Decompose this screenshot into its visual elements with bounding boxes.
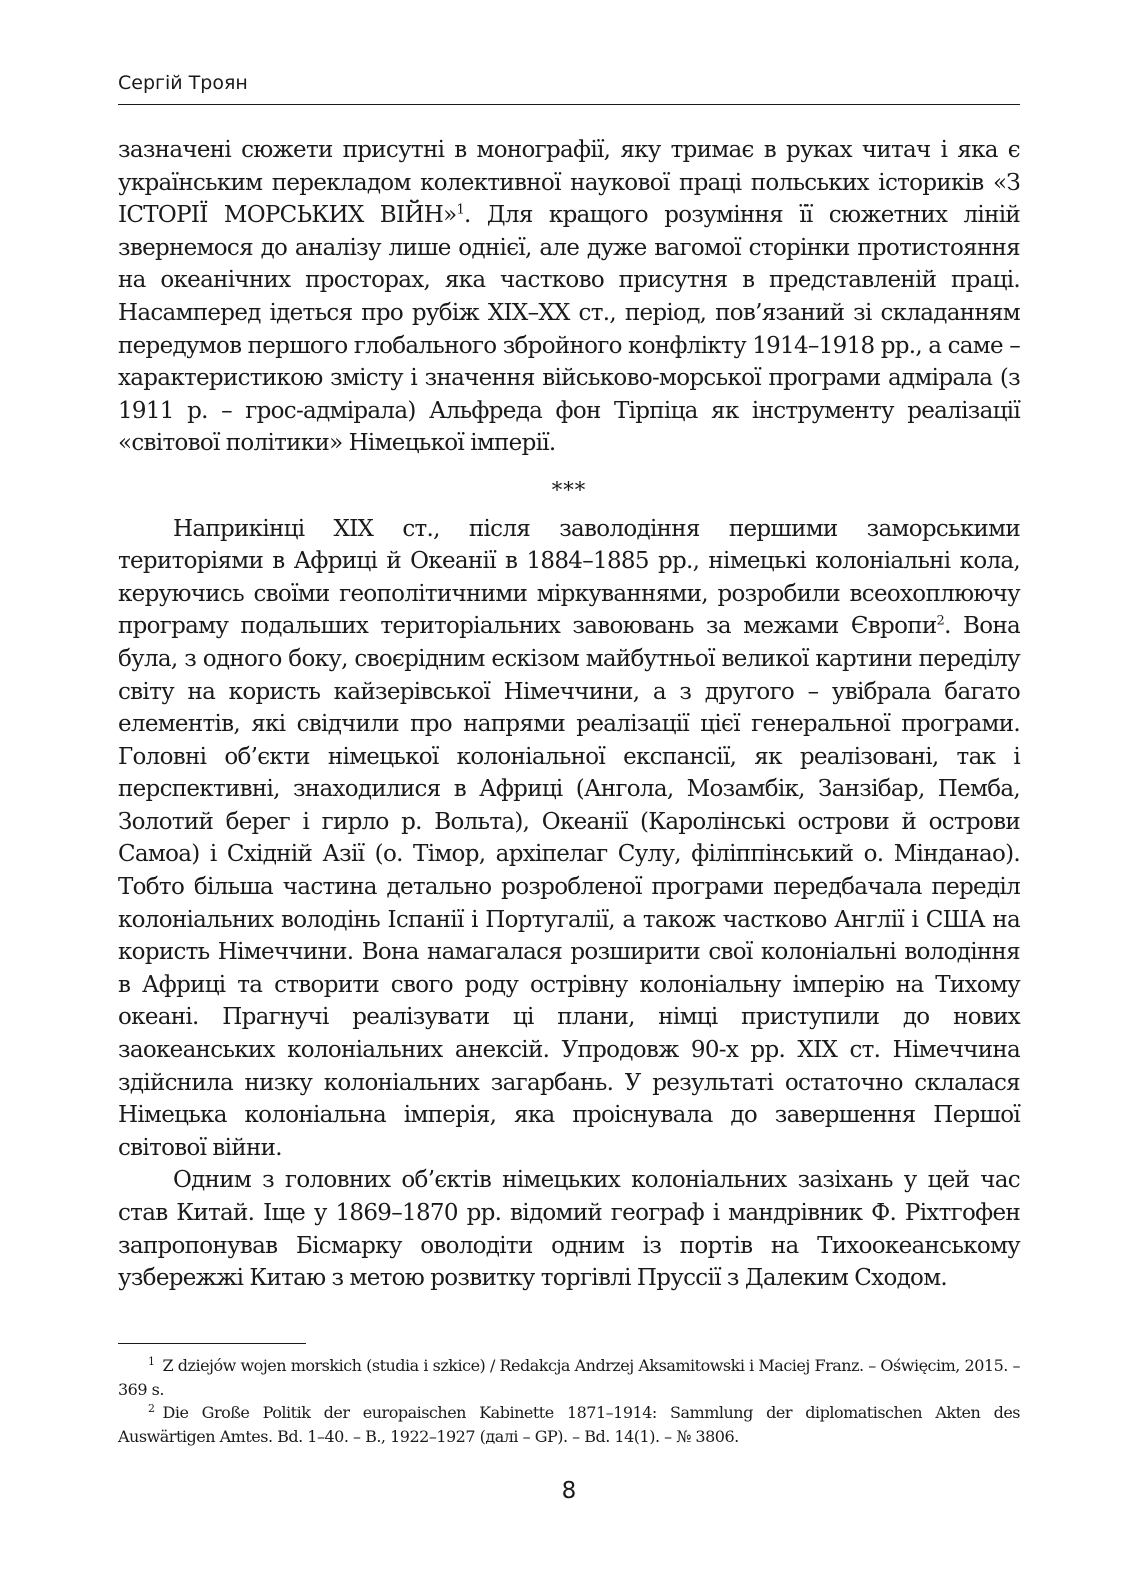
footnote-ref-2[interactable]: 2 [936, 613, 945, 629]
footnote-2 [118, 1401, 1020, 1448]
paragraph-china: Одним з головних об’єктів німецьких колоніальних зазіхань у цей час став Китай. Іще у 1869–1870 рр. відомий географ і мандрівник Ф. Ріхтгофен запропонував Бісмарку оволодіти одним із портів на Тихоокеанському узбережжі Китаю з метою розвитку торгівлі Пруссії з Далеким Сходом. [118, 1167, 1020, 1292]
page-number: 8 [561, 1478, 577, 1504]
footnote-ref-1[interactable]: 1 [456, 202, 465, 218]
footnote-1 [118, 1354, 1020, 1401]
header-rule [118, 104, 1020, 105]
paragraph-colonial-program [118, 513, 1020, 1165]
footnote-1-text: Z dziejów wojen morskich (studia i szkice) / Redakcja Andrzej Aksamitowski i Maciej Franz. – Oświęcim, 2015. – 369 s. [118, 1356, 1020, 1399]
section-separator: *** [551, 477, 587, 502]
footnote-rule [118, 1343, 306, 1344]
running-head-author: Сергій Троян [118, 72, 248, 94]
paragraph-colonial-program-text-2: . Вона була, з одного боку, своєрідним ескізом майбутньої великої картини переділу світу на користь кайзерівської Німеччини, а з другого – увібрала багато елементів, які свідчили про напрями реалізації цієї генеральної програми. Головні об’єкти німецької колоніальної експансії, як реалізовані, так і перспективні, знаходилися в Африці (Ангола, Мозамбік, Занзібар, Пемба, Золотий берег і гирло р. Вольта), Океанії (Каролінські острови й острови Самоа) і Східній Азії (о. Тімор, архіпелаг Сулу, філіппінський о. Мінданао). Тобто більша частина детально розробленої програми передбачала переділ колоніальних володінь Іспанії і Португалії, а також частково Англії і США на користь Німеччини. Вона намагалася розширити свої колоніальні володіння в Африці та створити свого роду острівну колоніальну імперію на Тихому океані. Прагнучі реалізувати ці плани, німці приступили до нових заокеанських колоніальних анексій. Упродовж 90-х рр. XIX ст. Німеччина здійснила низку колоніальних загарбань. У результаті остаточно склалася Німецька колоніальна імперія, яка проіснувала до завершення Першої світової війни. [118, 613, 1020, 1161]
paragraph-intro-text-1: зазначені сюжети присутні в монографії, яку тримає в руках читач і яка є українським перекладом колективної наукової праці польських істориків «З ІСТОРІЇ МОРСЬКИХ ВІЙН» [118, 137, 1020, 229]
footnote-2-text: Die Große Politik der europaischen Kabinette 1871–1914: Sammlung der diplomatischen Akten des Auswärtigen Amtes. Bd. 1–40. – B., 1922–1927 (далі – GP). – Bd. 14(1). – № 3806. [118, 1403, 1020, 1446]
paragraph-intro-text-2: . Для кращого розуміння її сюжетних ліній звернемося до аналізу лише однієї, але дуже вагомої сторінки протистояння на океанічних просторах, яка частково присутня в представленій праці. Насамперед ідеться про рубіж XIX–XX ст., період, пов’язаний зі складанням передумов першого глобального збройного конфлікту 1914–1918 рр., а саме – характеристикою змісту і значення військово-морської програми адмірала (з 1911 р. – грос-адмірала) Альфреда фон Тірпіца як інструменту реалізації «світової політики» Німецької імперії. [118, 202, 1020, 457]
footnote-1-number: 1 [148, 1354, 155, 1368]
book-page [118, 0, 1020, 1575]
main-text [118, 134, 1020, 1295]
footnotes [118, 1354, 1020, 1448]
paragraph-colonial-program-text-1: Наприкінці XIX ст., після заволодіння першими заморськими територіями в Африці й Океанії в 1884–1885 рр., німецькі колоніальні кола, керуючись своїми геополітичними міркуваннями, розробили всеохоплюючу програму подальших територіальних завоювань за межами Європи [118, 515, 1020, 640]
paragraph-intro [118, 134, 1020, 460]
footnote-2-number: 2 [148, 1401, 155, 1415]
